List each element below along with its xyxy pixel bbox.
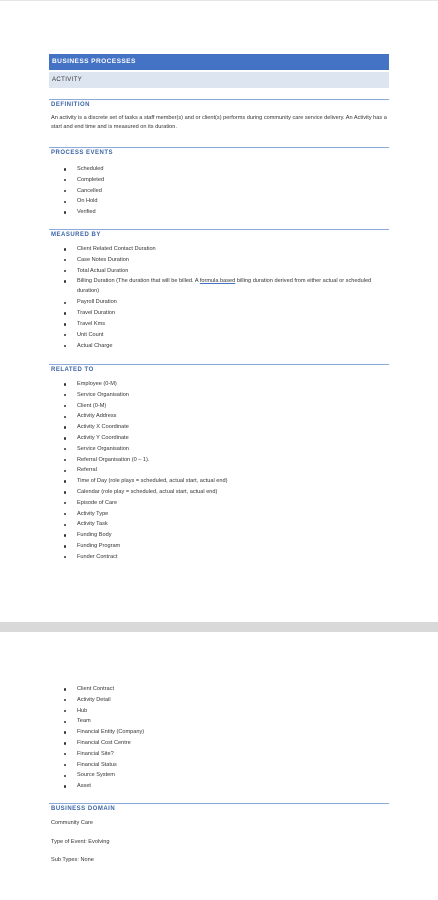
list-item-text: Episode of Care — [77, 499, 118, 506]
bullet-icon — [64, 416, 66, 418]
list-item — [51, 207, 389, 218]
list-item — [51, 297, 389, 308]
bullet-icon — [64, 190, 66, 192]
related-to-heading: RELATED TO — [49, 364, 389, 373]
list-item-text: Calendar (role play = scheduled, actual start, actual end) — [77, 488, 218, 495]
list-item — [51, 276, 389, 297]
list-item — [51, 552, 389, 563]
list-item-text: Travel Kms — [77, 320, 106, 327]
list-item-text: Activity Address — [77, 413, 117, 420]
bullet-icon — [64, 459, 66, 461]
list-item — [51, 738, 389, 749]
list-item — [51, 164, 389, 175]
bullet-icon — [64, 248, 66, 250]
list-item — [51, 749, 389, 760]
list-item-text: Referral Organisation (0 – 1). — [77, 456, 150, 463]
subsection-title-bar: ACTIVITY — [49, 72, 389, 88]
list-item — [51, 255, 389, 266]
bullet-icon — [64, 312, 66, 314]
list-item-text: Funder Contract — [77, 553, 118, 560]
bullet-icon — [64, 345, 66, 347]
list-item — [51, 411, 389, 422]
list-item — [51, 244, 389, 255]
list-item-text: Payroll Duration — [77, 299, 117, 306]
bullet-icon — [64, 556, 66, 558]
list-item — [51, 186, 389, 197]
list-item — [51, 716, 389, 727]
list-item-text: Activity X Coordinate — [77, 424, 129, 431]
list-item — [51, 684, 389, 695]
list-item — [51, 341, 389, 352]
document-page-2 — [0, 632, 438, 900]
list-item — [51, 727, 389, 738]
list-item — [51, 541, 389, 552]
bullet-icon — [64, 502, 66, 504]
bullet-icon — [64, 764, 66, 766]
list-item-text: Financial Status — [77, 761, 117, 768]
bullet-icon — [64, 545, 66, 547]
list-item — [51, 760, 389, 771]
page-top-border — [0, 0, 438, 1]
business-domain-heading: BUSINESS DOMAIN — [49, 803, 389, 812]
bullet-icon — [64, 383, 66, 385]
bullet-icon — [64, 394, 66, 396]
list-item-text: Completed — [77, 176, 105, 183]
list-item-text: Team — [77, 718, 91, 725]
bullet-icon — [64, 513, 66, 515]
list-item — [51, 266, 389, 277]
related-to-continued-list — [51, 684, 389, 792]
list-item — [51, 781, 389, 792]
bullet-icon — [64, 405, 66, 407]
definition-text: An activity is a discrete set of tasks a staff member(s) and or client(s) performs during community care service delivery. An Activity has a start and end time and is measured on its duration. — [51, 115, 387, 130]
bullet-icon — [64, 201, 66, 203]
bullet-icon — [64, 775, 66, 777]
measured-by-heading: MEASURED BY — [49, 229, 389, 238]
list-item-text: Travel Duration — [77, 310, 116, 317]
bullet-icon — [64, 699, 66, 701]
bullet-icon — [64, 426, 66, 428]
list-item-text: Financial Entity (Company) — [77, 729, 145, 736]
list-item-text: Activity Y Coordinate — [77, 434, 129, 441]
list-item-text: Client Related Contact Duration — [77, 246, 156, 252]
business-domain-value: Community Care — [51, 820, 93, 826]
bullet-icon — [64, 688, 66, 690]
list-item-text: Client Contract — [77, 686, 114, 692]
list-item — [51, 455, 389, 466]
bullet-icon — [64, 323, 66, 325]
definition-heading: DEFINITION — [49, 99, 389, 108]
list-item-text: Time of Day (role plays = scheduled, actual start, actual end) — [77, 478, 228, 485]
list-item — [51, 695, 389, 706]
list-item — [51, 498, 389, 509]
bullet-icon — [64, 302, 66, 304]
list-item-text: Activity Type — [77, 510, 109, 517]
list-item — [51, 530, 389, 541]
list-item — [51, 401, 389, 412]
list-item — [51, 476, 389, 487]
list-item-text: Verified — [77, 209, 96, 216]
list-item-text: billing duration derived from either actual or scheduled duration) — [77, 278, 372, 294]
list-item-text: Client (0-M) — [77, 402, 107, 409]
list-item — [51, 175, 389, 186]
sub-types-text: Sub Types: None — [51, 857, 94, 863]
bullet-icon — [64, 742, 66, 744]
list-item-text: Activity Task — [77, 521, 108, 528]
bullet-icon — [64, 280, 66, 282]
list-item-text: Financial Cost Centre — [77, 739, 131, 746]
list-item-text: Cancelled — [77, 187, 102, 194]
list-item-text: Funding Program — [77, 542, 121, 549]
bullet-icon — [64, 448, 66, 450]
bullet-icon — [64, 785, 66, 787]
list-item-text: Employee (0-M) — [77, 381, 117, 387]
list-item-text: Scheduled — [77, 166, 104, 172]
list-item — [51, 509, 389, 520]
list-item-text: Unit Count — [77, 331, 104, 338]
list-item — [51, 706, 389, 717]
bullet-icon — [64, 710, 66, 712]
bullet-icon — [64, 524, 66, 526]
list-item-text: Funding Body — [77, 532, 112, 539]
process-events-list — [51, 164, 389, 218]
list-item — [51, 770, 389, 781]
list-item-text: Hub — [77, 707, 88, 714]
list-item — [51, 196, 389, 207]
list-item-text: Activity Detail — [77, 696, 111, 703]
bullet-icon — [64, 334, 66, 336]
list-item — [51, 444, 389, 455]
bullet-icon — [64, 259, 66, 261]
list-item-text: Case Notes Duration — [77, 256, 129, 263]
list-item-text: Source System — [77, 772, 115, 779]
list-item — [51, 433, 389, 444]
process-events-heading: PROCESS EVENTS — [49, 147, 389, 156]
related-to-list — [51, 379, 389, 563]
list-item — [51, 330, 389, 341]
list-item-text: Actual Charge — [77, 342, 113, 349]
list-item — [51, 379, 389, 390]
list-item-text: Financial Site? — [77, 750, 114, 757]
page-break-gap — [0, 622, 438, 632]
bullet-icon — [64, 211, 66, 213]
bullet-icon — [64, 437, 66, 439]
bullet-icon — [64, 480, 66, 482]
list-item — [51, 519, 389, 530]
list-item-text: Service Organisation — [77, 391, 129, 398]
bullet-icon — [64, 470, 66, 472]
bullet-icon — [64, 270, 66, 272]
list-item-text: Referral — [77, 467, 97, 474]
bullet-icon — [64, 731, 66, 733]
list-item — [51, 319, 389, 330]
bullet-icon — [64, 721, 66, 723]
type-of-event-text: Type of Event: Evolving — [51, 839, 110, 845]
bullet-icon — [64, 179, 66, 181]
list-item — [51, 465, 389, 476]
underlined-term: formula based — [199, 278, 236, 285]
measured-by-list — [51, 244, 389, 351]
bullet-icon — [64, 534, 66, 536]
list-item — [51, 308, 389, 319]
list-item-text: Billing Duration (The duration that will be billed. A — [77, 278, 200, 285]
bullet-icon — [64, 168, 66, 170]
section-title-bar: BUSINESS PROCESSES — [49, 54, 389, 70]
list-item-text: Asset — [77, 783, 91, 790]
list-item-text: Total Actual Duration — [77, 267, 129, 274]
list-item — [51, 390, 389, 401]
list-item — [51, 487, 389, 498]
bullet-icon — [64, 753, 66, 755]
list-item-text: On Hold — [77, 198, 98, 205]
bullet-icon — [64, 491, 66, 493]
list-item — [51, 422, 389, 433]
list-item-text: Service Organisation — [77, 445, 129, 452]
